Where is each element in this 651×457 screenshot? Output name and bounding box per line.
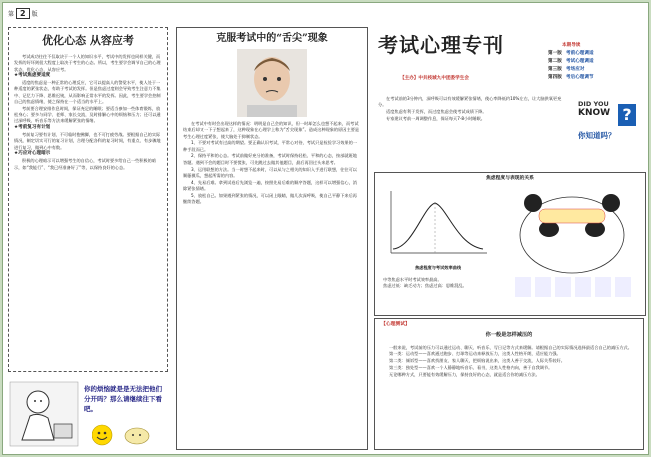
left-subhead-1: ★考试焦虑要适度 <box>14 73 51 79</box>
middle-p5: 4、先易后难。拿到试卷后先浏览一遍，按照先易后难的顺序答题，这样可以增强信心，消除紧张情绪。 <box>183 179 357 191</box>
graph-note-2: 焦虑过低：缺乏动力；焦虑过高：思维混乱。 <box>383 283 467 289</box>
anxiety-performance-curve <box>383 187 491 263</box>
left-subhead-3: ★巧应对心理暗示 <box>14 151 51 157</box>
psych-test-p4: 第三类：独处型——喜欢一个人静静地听音乐、看书，这类人性格内向，善于自我调节。 <box>389 364 553 370</box>
middle-p1: 在考试中有时会出现这样的情况：明明是自己会的知识，但一时却怎么也想不起来，而考试结束后却又一下子想起来了，这种现象在心理学上称为“舌尖现象”。造成这种现象的原因主要是考生心理过度紧张，使大脑处于抑制状态。 <box>183 121 360 139</box>
psych-test-p3: 第二类：倾诉型——喜欢找朋友、家人聊天，把烦恼说出来，这类人善于交流，人际关系较好。 <box>389 358 565 364</box>
left-p1: 考试成功往往不仅取决于一个人的知识水平，考试中的发挥也同样关键，而发挥的好坏则很大程度上取决于考生的心态。所以，考生要学会调节自己的心理状态，优化心态，从容应考。 <box>14 54 161 72</box>
toc-heading: 本期导读 <box>562 43 581 48</box>
graph-note-1: 中等焦虑水平时考试效率最高。 <box>383 277 442 282</box>
toc-item[interactable]: 第一版 考前心理调适 <box>548 51 594 56</box>
middle-p6: 5、放松自己。如果遇到紧张的情况，可以闭上眼睛，做几次深呼吸，使自己平静下来后再继续答题。 <box>183 192 357 205</box>
middle-p2: 1、不要对考试有过高的期望。要正确认识考试，平常心对待，考试只是检验学习效果的一种手段而已。 <box>183 140 357 152</box>
middle-p3: 2、保持平和的心态。考试前做好充分的准备，考试时保持轻松、平和的心态，按部就班地答题。遇到不会的题目时不要慌张，可先跳过去做其他题目，最后再回过头来思考。 <box>183 153 357 165</box>
dyk-answer: 你知道吗？ <box>578 131 616 140</box>
psych-test-article <box>374 318 644 450</box>
cartoon-area <box>8 378 168 450</box>
left-title: 优化心态 从容应考 <box>42 34 134 47</box>
did-you-know-logo <box>578 100 638 150</box>
masthead-subtitle: 【主办】中共枝城九中团委学生会 <box>400 76 469 81</box>
anxiety-graph-box <box>374 172 646 316</box>
dyk-p1: 在考试前的3分钟内，深呼吸可以有效缓解紧张情绪，使心率降低约10%左右，让大脑供氧更充分。 <box>378 96 562 108</box>
smiley-decoration <box>92 422 162 448</box>
middle-article <box>176 27 368 450</box>
left-article <box>8 27 168 372</box>
psych-test-p1: 一般来说，考试前的压力可以通过运动、聊天、听音乐、写日记等方式来缓解。请根据自己的实际情况选择最适合自己的减压方式。 <box>389 344 632 350</box>
psych-test-tag: 【心理测试】 <box>381 322 410 327</box>
left-p5: 积极的心理暗示可以增强考生的自信心，考试时要多给自己一些积极的暗示，如“我能行”、“我已经准备好了”等，以保持良好的心态。 <box>14 158 157 170</box>
graph-caption: 焦虑程度与考试效率曲线 <box>414 265 462 270</box>
left-subhead-2: ★考前复习有计划 <box>14 125 51 131</box>
dyk-p2: 适度焦虑有利于发挥，而过度焦虑会使考试成绩下降。 <box>386 109 487 115</box>
toc-item[interactable]: 第二版 考试心理调适 <box>548 59 594 64</box>
panda-cartoon-illustration <box>503 185 641 311</box>
left-p2: 适度的焦虑是一种正常的心理反应，它可以提高人的警觉水平，使人处于一种适度的紧张状态，有助于考试的发挥。但是焦虑过度则会导致考生注意力不集中、记忆力下降、思维迟钝，从而影响正常水平的发挥。因此，考生要学会控制自己的焦虑情绪，使之保持在一个适当的水平上。 <box>14 80 161 105</box>
psych-test-title: 你一般是怎样减压的 <box>485 332 533 339</box>
thinking-figure-illustration <box>8 378 83 450</box>
table-of-contents <box>548 42 594 82</box>
masthead <box>376 27 644 87</box>
psych-test-p5: 无论哪种方式，只要能有效缓解压力，保持良好的心态，就是适合你的减压方法。 <box>389 371 540 377</box>
did-you-know-section <box>378 96 568 166</box>
psych-test-p2: 第一类：运动型——喜欢通过跑步、打球等运动来释放压力，这类人性格开朗，适应能力强。 <box>389 351 561 357</box>
left-p4: 考前复习要有计划，不可临时抱佛脚，也不可打疲劳战。要根据自己的实际情况，制定切实可行的复习计划，合理分配各科的复习时间，有重点、有步骤地进行复习，做到心中有数。 <box>14 132 161 150</box>
left-p3: 考前要合理安排作息时间，保证充足的睡眠；要适当参加一些体育锻炼，放松身心；要多与同学、老师、家长交流，及时排解心中的烦恼和压力；还可以通过深呼吸、听音乐等方法来缓解紧张的情绪。 <box>14 105 161 124</box>
dyk-logo-line-1: DID YOU <box>578 100 609 108</box>
graph-notes <box>383 277 503 290</box>
page-number-value: 2 <box>16 8 30 19</box>
page-number-post: 版 <box>31 11 38 18</box>
page-number-pre: 第 <box>8 11 15 18</box>
question-mark-icon: ? <box>618 104 636 126</box>
middle-p4: 3、运用联想的方法。当一时想不起来时，可以从与之相关的知识入手进行联想，往往可以顺藤摸瓜，想起所需的内容。 <box>183 166 357 178</box>
toc-item[interactable]: 第三版 考场应对 <box>548 67 585 72</box>
middle-title: 克服考试中的“舌尖”现象 <box>216 33 328 44</box>
graph-title: 焦虑程度与表现的关系 <box>486 176 534 181</box>
worried-student-photo <box>237 49 307 117</box>
toc-item[interactable]: 第四版 考后心理调节 <box>548 75 594 80</box>
dyk-logo-line-2: KNOW <box>578 108 611 118</box>
cartoon-note: 你的烦恼就是是无法把他们分开吗？那么请继续往下看吧。 <box>84 385 162 413</box>
page-number <box>8 9 38 18</box>
dyk-p3: 专家建议考前一周调整作息，保证每天7-8小时睡眠。 <box>386 115 485 121</box>
masthead-title: 考试心理专刊 <box>378 33 504 57</box>
